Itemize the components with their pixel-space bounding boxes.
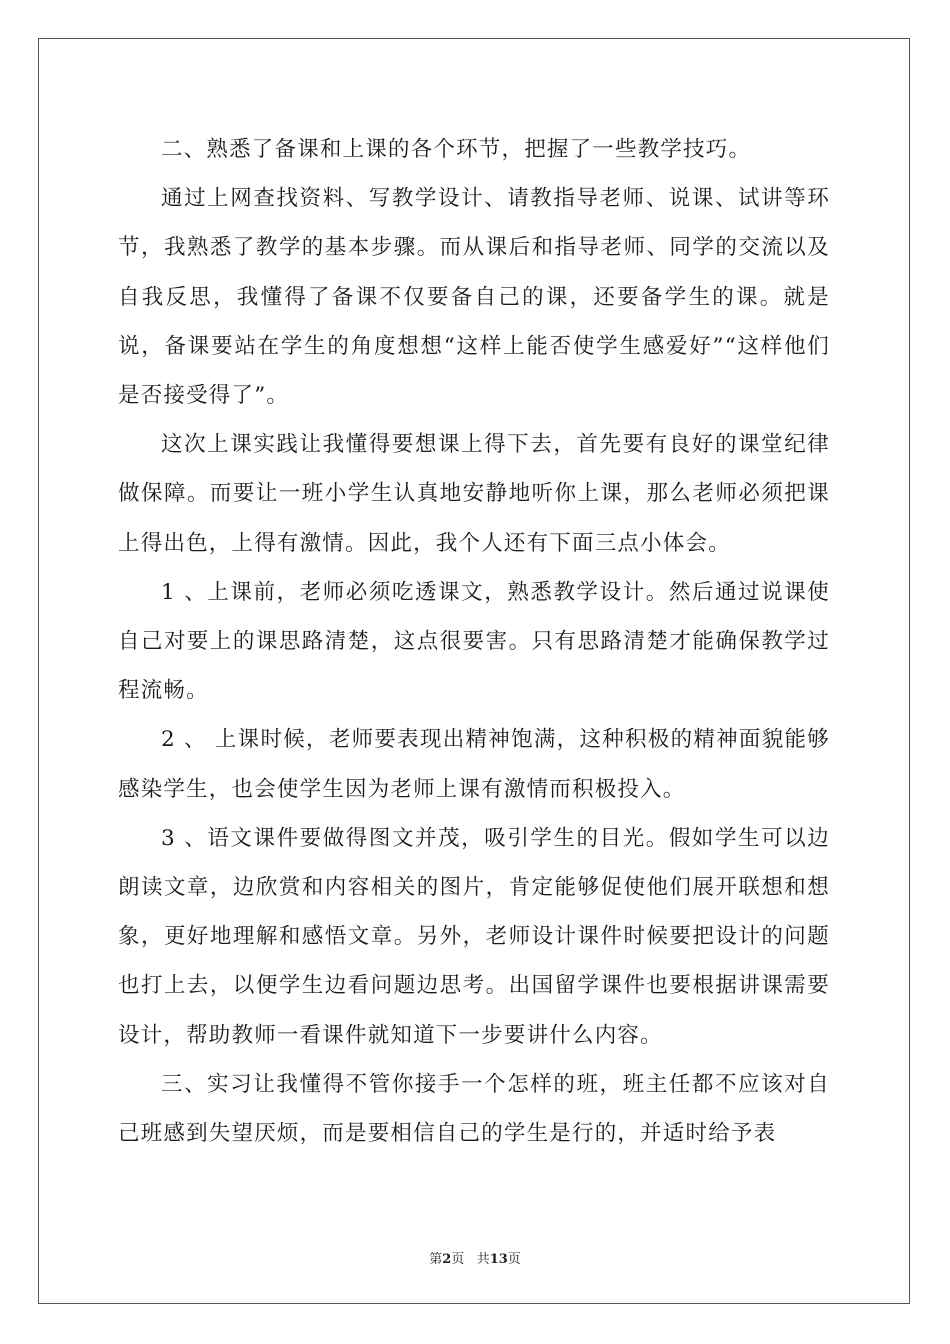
footer-total-suffix: 页: [507, 1252, 521, 1267]
paragraph-section-three: 三、实习让我懂得不管你接手一个怎样的班，班主任都不应该对自己班感到失望厌烦，而是要相信自己的学生是行的，并适时给予表: [118, 1071, 830, 1147]
footer-total-pages: 13: [489, 1252, 508, 1267]
paragraph-point-two: 2 、 上课时候，老师要表现出精神饱满，这种积极的精神面貌能够感染学生，也会使学生因为老师上课有激情而积极投入。: [118, 727, 830, 802]
footer-page-suffix: 页: [451, 1252, 465, 1267]
page-footer: [0, 1248, 950, 1267]
footer-prefix: 第: [429, 1252, 443, 1267]
paragraph-point-one: 1 、上课前，老师必须吃透课文，熟悉教学设计。然后通过说课使自己对要上的课思路清楚，这点很要害。只有思路清楚才能确保教学过程流畅。: [118, 579, 830, 704]
paragraph-lesson-preparation: 通过上网查找资料、写教学设计、请教指导老师、说课、试讲等环节，我熟悉了教学的基本步骤。而从课后和指导老师、同学的交流以及自我反思，我懂得了备课不仅要备自己的课，还要备学生的课。就是说，备课要站在学生的角度想想“这样上能否使学生感爱好”“这样他们是否接受得了”。: [118, 186, 830, 409]
paragraph-section-two-heading: 二、熟悉了备课和上课的各个环节，把握了一些教学技巧。: [161, 137, 752, 162]
paragraph-classroom-discipline: 这次上课实践让我懂得要想课上得下去，首先要有良好的课堂纪律做保障。而要让一班小学生认真地安静地听你上课，那么老师必须把课上得出色，上得有激情。因此，我个人还有下面三点小体会。: [118, 432, 830, 556]
document-body: [118, 125, 830, 1158]
footer-total-prefix: 共: [476, 1252, 490, 1267]
footer-page-number: 2: [442, 1252, 452, 1267]
paragraph-point-three: 3 、语文课件要做得图文并茂，吸引学生的目光。假如学生可以边朗读文章，边欣赏和内容相关的图片，肯定能够促使他们展开联想和想象，更好地理解和感悟文章。另外，老师设计课件时候要把设计的问题也打上去，以便学生边看问题边思考。出国留学课件也要根据讲课需要设计，帮助教师一看课件就知道下一步要讲什么内容。: [118, 825, 830, 1048]
